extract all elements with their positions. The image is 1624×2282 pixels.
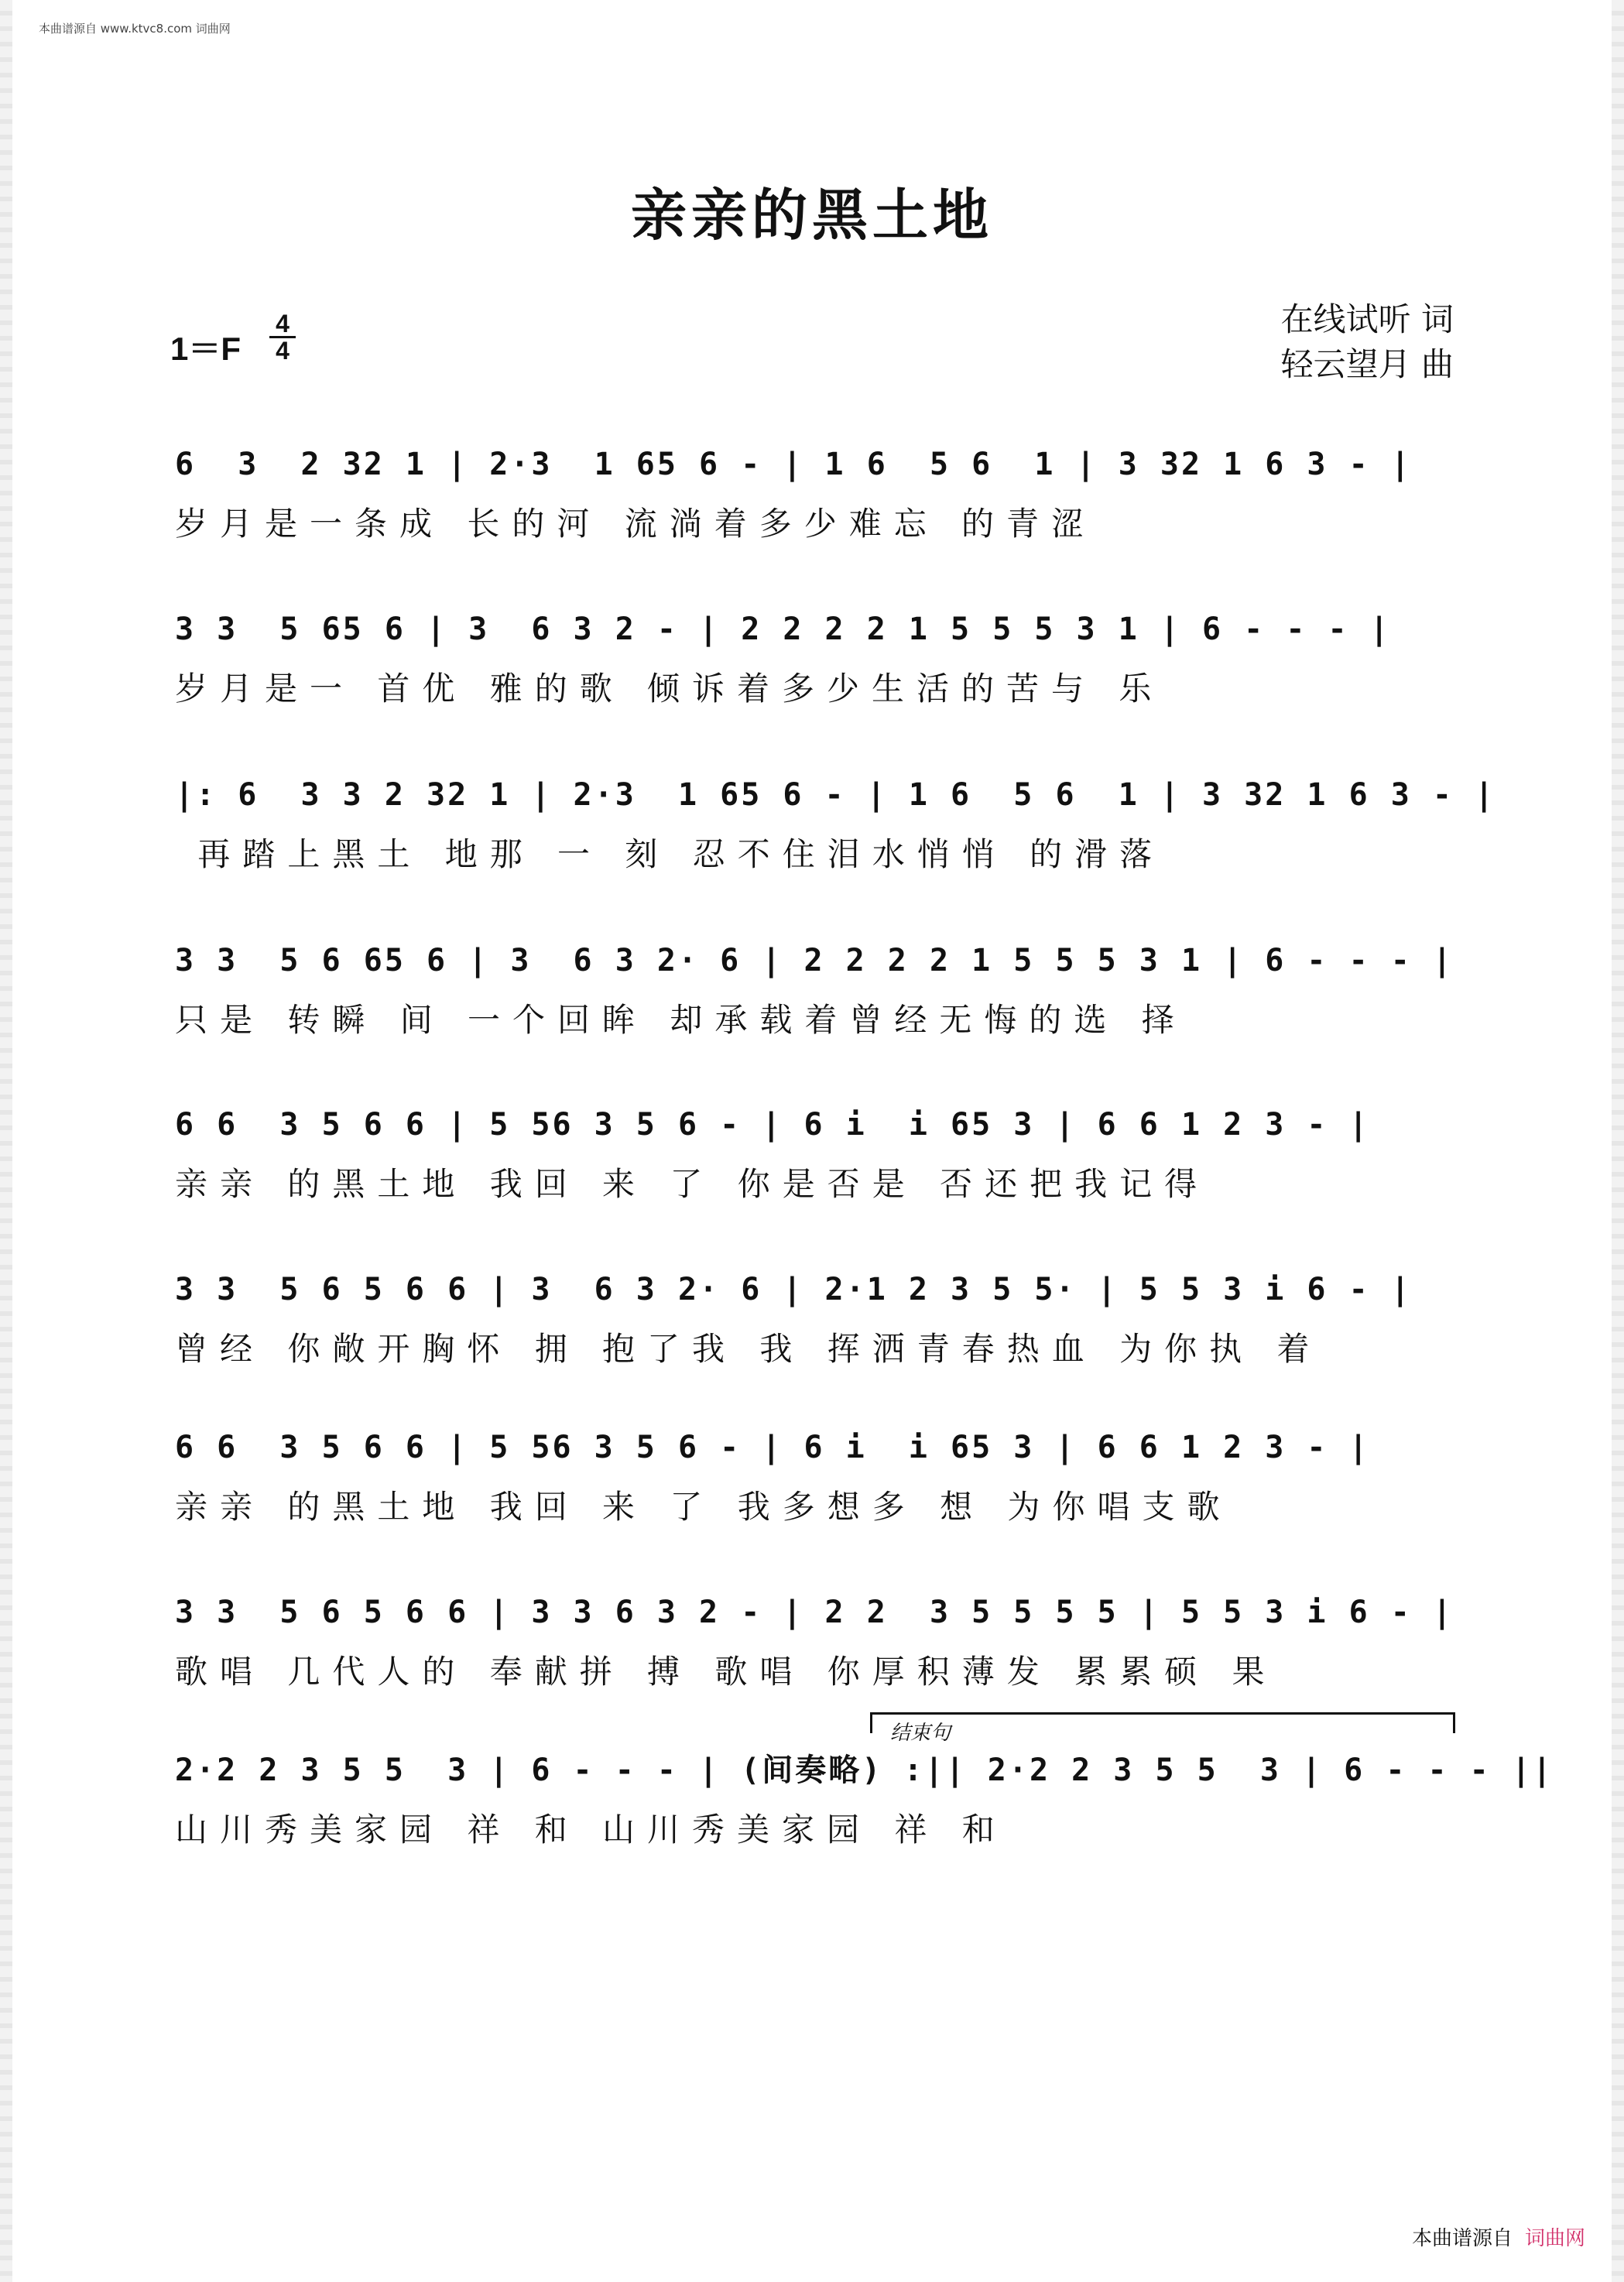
time-signature-bottom: 4 (276, 337, 290, 365)
notes-line: 6 6 3 5 6 6 | 5 56 3 5 6 - | 6 i i 65 3 | 6 6 1 2 3 - | (175, 1107, 1370, 1143)
ending-label: 结束句 (890, 1722, 951, 1745)
composer-credit: 轻云望月 曲 (1280, 345, 1454, 383)
credits (1281, 297, 1454, 387)
left-margin-strip (0, 0, 12, 2282)
notes-line: 3 3 5 6 65 6 | 3 6 3 2· 6 | 2 2 2 2 1 5 5 5 3 1 | 6 - - - | (175, 943, 1454, 978)
time-signature (269, 311, 296, 363)
footer-watermark (1412, 2222, 1585, 2251)
notes-line: |: 6 3 3 2 32 1 | 2·3 1 65 6 - | 1 6 5 6 1 | 3 32 1 6 3 - | (175, 777, 1496, 813)
lyrics-line: 歌唱 几代人的 奉献拼 搏 歌唱 你厚积薄发 累累硕 果 (175, 1653, 1277, 1691)
lyrics-line: 亲亲 的黑土地 我回 来 了 你是否是 否还把我记得 (175, 1165, 1210, 1203)
lyricist-credit: 在线试听 词 (1280, 300, 1454, 338)
notes-line: 6 6 3 5 6 6 | 5 56 3 5 6 - | 6 i i 65 3 | 6 6 1 2 3 - | (175, 1430, 1370, 1465)
notes-line: 3 3 5 6 5 6 6 | 3 6 3 2· 6 | 2·1 2 3 5 5· | 5 5 3 i 6 - | (175, 1272, 1412, 1307)
notes-line: 3 3 5 65 6 | 3 6 3 2 - | 2 2 2 2 1 5 5 5 3 1 | 6 - - - | (175, 612, 1391, 647)
time-signature-top: 4 (269, 311, 296, 338)
lyrics-line: 岁月是一条成 长的河 流淌着多少难忘 的青涩 (175, 505, 1097, 543)
lyrics-line: 山川秀美家园 祥 和 山川秀美家园 祥 和 (175, 1811, 1007, 1849)
lyrics-line: 岁月是一 首优 雅的歌 倾诉着多少生活的苦与 乐 (175, 670, 1164, 708)
lyrics-line: 曾经 你敞开胸怀 拥 抱了我 我 挥洒青春热血 为你执 着 (175, 1330, 1322, 1368)
notes-line: 3 3 5 6 5 6 6 | 3 3 6 3 2 - | 2 2 3 5 5 5 5 | 5 5 3 i 6 - | (175, 1595, 1454, 1630)
key-signature: 1＝F (170, 331, 242, 367)
notes-line: 2·2 2 3 5 5 3 | 6 - - - | (间奏略) :|| 2·2 2 3 5 5 3 | 6 - - - || (175, 1753, 1554, 1788)
lyrics-line: 只是 转瞬 间 一个回眸 却承载着曾经无悔的选 择 (175, 1001, 1187, 1039)
footer-source: 本曲谱源自 (1411, 2227, 1513, 2250)
page-title: 亲亲的黑土地 (630, 182, 993, 248)
footer-brand: 词曲网 (1524, 2227, 1585, 2250)
lyrics-line: 亲亲 的黑土地 我回 来 了 我多想多 想 为你唱支歌 (175, 1488, 1232, 1526)
notes-line: 6 3 2 32 1 | 2·3 1 65 6 - | 1 6 5 6 1 | 3 32 1 6 3 - | (175, 447, 1412, 482)
lyrics-line: 再踏上黑土 地那 一 刻 忍不住泪水悄悄 的滑落 (175, 835, 1165, 873)
right-margin-strip (1612, 0, 1624, 2282)
top-watermark: 本曲谱源自 www.ktvc8.com 词曲网 (39, 22, 231, 36)
ending-bracket (870, 1712, 1455, 1733)
